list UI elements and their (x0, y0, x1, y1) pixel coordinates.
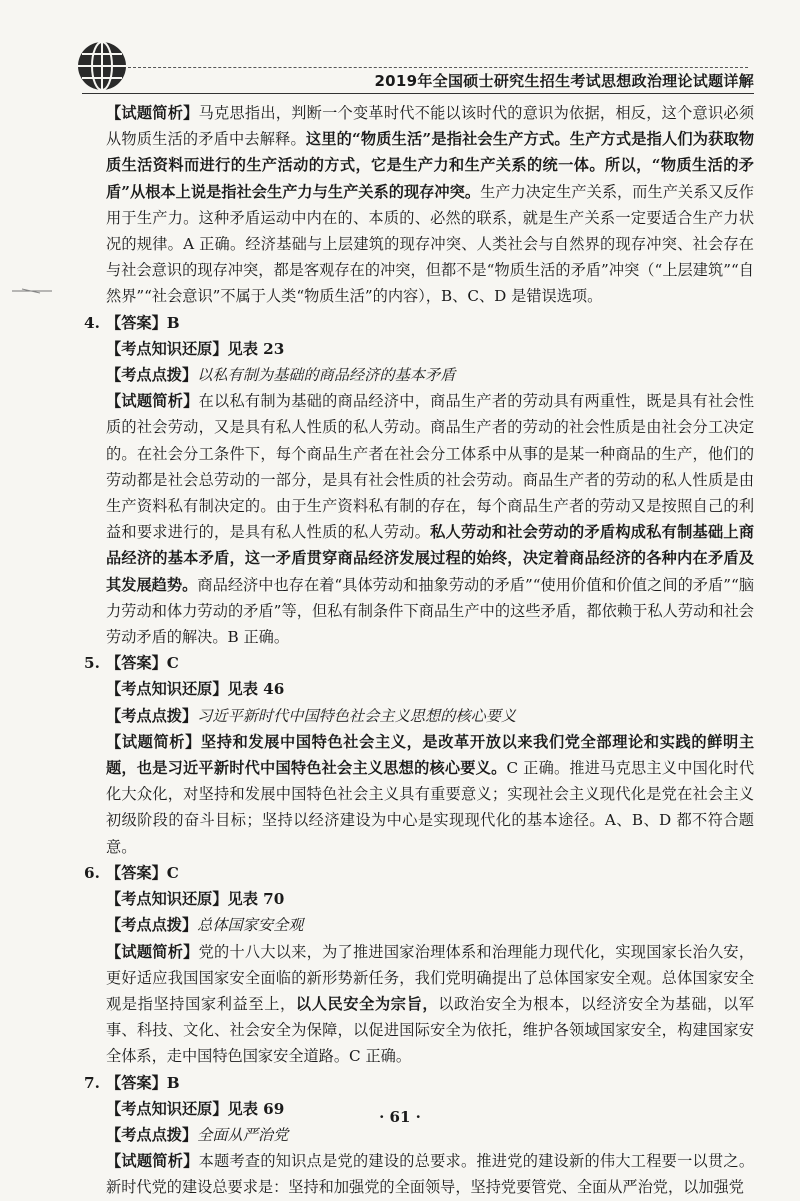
question-6-point (84, 912, 754, 938)
header-rule (82, 93, 754, 94)
header-dashed-line (128, 67, 748, 68)
question-number: 4. (84, 313, 100, 332)
question-number: 5. (84, 654, 100, 673)
analysis-part: C 正确。推进马克思主义中国化时代化大众化，对坚持和发展中国特色社会主义具有重要意义；实现社会主义现代化是党在社会主义初级阶段的奋斗目标；坚持以经济建设为中心是实现现代化的基本途径。A、B、D 都不符合题意。 (106, 759, 755, 856)
analysis-part: 本题考查的知识点是党的建设的总要求。推进党的建设新的伟大工程要一以贯之。新时代党的建设总要求是：坚持和加强党的全面领导，坚持党要管党、全面从严治党，以加强党 (106, 1152, 755, 1197)
question-number: 6. (84, 863, 100, 882)
question-4-knowledge: 【考点知识还原】见表 23 (106, 339, 285, 358)
analysis-part: 党的十八大以来，为了推进国家治理体系和治理能力现代化，实现国家长治久安，更好适应我国国家安全面临的新形势新任务，我们党明确提出了总体国家安全观。总体国家安全观是指坚持国家利益至上， (106, 942, 755, 1013)
point-label: 【考点点拨】 (106, 706, 198, 725)
header-title: 2019年全国硕士研究生招生考试思想政治理论试题详解 (374, 72, 754, 90)
question-7-analysis (84, 1148, 754, 1200)
question-7-answer (84, 1070, 754, 1096)
globe-icon (76, 40, 128, 92)
question-6-answer (84, 860, 754, 886)
analysis-part: 以政治安全为根本，以经济安全为基础，以军事、科技、文化、社会安全为保障，以促进国际安全为依托，维护各领域国家安全，构建国家安全体系，走中国特色国家安全道路。C 正确。 (106, 994, 755, 1066)
margin-mark (12, 288, 52, 294)
analysis-label: 【试题简析】 (106, 392, 199, 411)
point-label: 【考点点拨】 (106, 366, 198, 385)
question-6-knowledge: 【考点知识还原】见表 70 (106, 890, 285, 909)
question-5-analysis (84, 729, 754, 860)
point-text: 以私有制为基础的商品经济的基本矛盾 (197, 366, 456, 385)
answer-label: 【答案】B (106, 1073, 180, 1092)
point-text: 总体国家安全观 (197, 916, 304, 935)
analysis-label: 【试题简析】 (106, 942, 199, 961)
analysis-part: 私人劳动和社会劳动的矛盾构成私有制基础上商品经济的基本矛盾，这一矛盾贯穿商品经济发展过程的始终，决定着商品经济的各种内在矛盾及其发展趋势。 (106, 523, 755, 594)
analysis-part: 在以私有制为基础的商品经济中，商品生产者的劳动具有两重性，既是具有社会性质的社会劳动，又是具有私人性质的私人劳动。商品生产者的劳动的社会性质是由社会分工决定的。在社会分工条件下，每个商品生产者在社会分工体系中从事的是某一种商品的生产，他们的劳动都是社会总劳动的一部分，是具有社会性质的社会劳动。商品生产者的劳动的私人性质是由生产资料私有制决定的。由于生产资料私有制的存在，每个商品生产者的劳动又是按照自己的利益和要求进行的，是具有私人性质的私人劳动。 (106, 392, 755, 542)
answer-label: 【答案】C (106, 863, 179, 882)
question-7-knowledge: 【考点知识还原】见表 69 (106, 1099, 285, 1118)
analysis-part: 坚持和发展中国特色社会主义，是改革开放以来我们党全部理论和实践的鲜明主题，也是习近平新时代中国特色社会主义思想的核心要义。 (106, 732, 754, 778)
intro-part-0: 马克思指出，判断一个变革时代不能以该时代的意识为依据，相反，这个意识必须从物质生活的矛盾中去解释。 (106, 104, 755, 149)
point-text: 习近平新时代中国特色社会主义思想的核心要义 (197, 706, 517, 725)
intro-analysis (84, 100, 754, 310)
answer-label: 【答案】C (106, 654, 179, 673)
question-4-answer (84, 310, 754, 336)
analysis-part: 商品经济中也存在着“具体劳动和抽象劳动的矛盾”“使用价值和价值之间的矛盾”“脑力劳动和体力劳动的矛盾”等，但私有制条件下商品生产中的这些矛盾，都依赖于私人劳动和社会劳动矛盾的解决。B 正确。 (106, 575, 755, 647)
point-label: 【考点点拨】 (106, 916, 198, 935)
intro-part-2: 生产力决定生产关系，而生产关系又反作用于生产力。这种矛盾运动中内在的、本质的、必然的联系，就是生产关系一定要适合生产力状况的规律。A 正确。经济基础与上层建筑的现存冲突、人类社会与自然界的现存冲突、社会存在与社会意识的现存冲突，都是客观存在的冲突，但都不是“物质生活的矛盾”冲突（“上层建筑”“自然界”“社会意识”不属于人类“物质生活”的内容），B、C、D 是错误选项。 (106, 182, 754, 306)
question-6-analysis (84, 939, 754, 1070)
analysis-label: 【试题简析】 (106, 732, 201, 751)
intro-part-1: 这里的“物质生活”是指社会生产方式。生产方式是指人们为获取物质生活资料而进行的生产活动的方式，它是生产力和生产关系的统一体。所以，“物质生活的矛盾”从根本上说是指社会生产力与生产关系的现存冲突。 (106, 130, 755, 201)
analysis-part: 以人民安全为宗旨， (295, 994, 439, 1013)
question-5-knowledge: 【考点知识还原】见表 46 (106, 680, 285, 699)
question-4-point (84, 362, 754, 388)
question-4-analysis (84, 388, 754, 650)
point-text: 全面从严治党 (197, 1125, 289, 1144)
page-number: · 61 · (379, 1108, 421, 1126)
question-5-answer (84, 650, 754, 676)
answer-label: 【答案】B (106, 313, 180, 332)
question-number: 7. (84, 1073, 100, 1092)
page-header (0, 0, 800, 95)
analysis-label: 【试题简析】 (106, 1152, 199, 1171)
point-label: 【考点点拨】 (106, 1125, 198, 1144)
page-content (84, 100, 754, 1201)
question-5-point (84, 703, 754, 729)
analysis-label: 【试题简析】 (106, 104, 199, 122)
